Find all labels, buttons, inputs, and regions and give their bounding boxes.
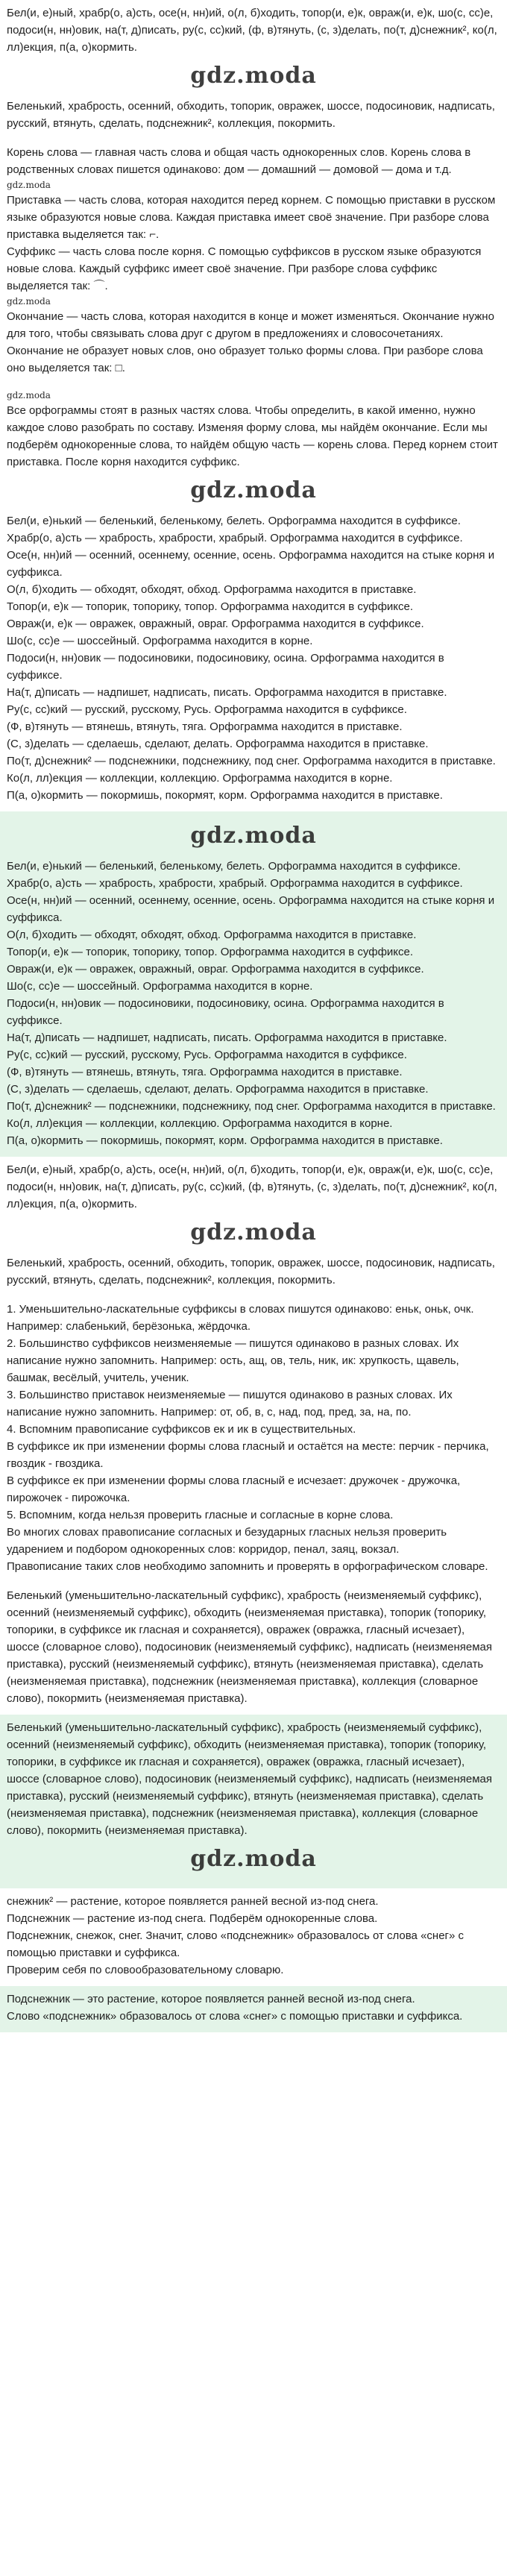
task-line-1: Бел(и, е)ный, храбр(о, а)сть, осе(н, нн)ий, о(л, б)ходить, топор(и, е)к, овраж(и, е)к, шо(с, сс)е, подоси(н, нн)овик, на(т, д)писать, ру(с, сс)кий, (ф, в)тянуть, (с, з)делать, по(т, д)снежник², ко(л, лл)екция, п(а, о)кормить. — [7, 7, 497, 54]
theory-ending: Окончание — часть слова, которая находится в конце и может изменяться. Окончание нужно для того, чтобы связывать слова друг с другом в предложениях и словосочетаниях. Окончание не образует новых слов, оно образует только формы слова. При разборе слова оно выделяется так: □. — [7, 310, 494, 374]
task2-line-2: Подснежник, снежок, снег. Значит, слово «подснежник» образовалось от слова «снег» с помощью приставки и суффикса. — [7, 1929, 465, 1959]
analysis-item: Шо(с, сс)е — шоссейный. Орфограмма находится в корне. — [7, 635, 313, 647]
analysis-item-green: Топор(и, е)к — топорик, топорику, топор. Орфограмма находится в суффиксе. — [7, 946, 414, 958]
analysis-item: Ко(л, лл)екция — коллекции, коллекцию. Орфограмма находится в корне. — [7, 772, 393, 785]
analysis-green-section — [0, 811, 507, 1157]
analysis-item: О(л, б)ходить — обходят, обходят, обход. Орфограмма находится в приставке. — [7, 583, 417, 596]
answer-text: Беленький, храбрость, осенний, обходить, топорик, овражек, шоссе, подосиновик, надписать, русский, втянуть, сделать, подснежник², коллекция, покормить. — [7, 1257, 495, 1287]
rule-item: 5. Вспомним, когда нельзя проверить гласные и согласные в корне слова. — [7, 1509, 394, 1521]
analysis-item-green: Осе(н, нн)ий — осенний, осеннему, осенние, осень. Орфограмма находится на стыке корня и суффикса. — [7, 894, 495, 924]
classification-green: Беленький (уменьшительно-ласкательный суффикс), храбрость (неизменяемый суффикс), осенний (неизменяемый суффикс), обходить (неизменяемая приставка), топорик (топорику, топорики, в суффиксе ик гласная и сохраняется), овражек (овражка, гласный исчезает), шоссе (словарное слово), подосиновик (неизменяемый суффикс), надписать (неизменяемая приставка), русский (неизменяемый суффикс), втянуть (неизменяемая приставка), сделать (неизменяемая приставка), подснежник (неизменяемая приставка), коллекция (словарное слово), покормить (неизменяемая приставка). — [7, 1721, 492, 1837]
answer-title: Бел(и, е)ный, храбр(о, а)сть, осе(н, нн)ий, о(л, б)ходить, топор(и, е)к, овраж(и, е)к, шо(с, сс)е, подоси(н, нн)овик, на(т, д)писать, ру(с, сс)кий, (ф, в)тянуть, (с, з)делать, по(т, д)снежник², ко(л, лл)екция, п(а, о)кормить. — [7, 1163, 497, 1210]
analysis-item: На(т, д)писать — надпишет, надписать, писать. Орфограмма находится в приставке. — [7, 686, 447, 699]
analysis-item-green: П(а, о)кормить — покормишь, покормят, корм. Орфограмма находится в приставке. — [7, 1134, 443, 1147]
rule-item: В суффиксе ик при изменении формы слова гласный и остаётся на месте: перчик - перчика, гвоздик - гвоздика. — [7, 1440, 489, 1470]
analysis-item-green: Храбр(о, а)сть — храбрость, храбрости, храбрый. Орфограмма находится в суффиксе. — [7, 877, 463, 890]
analysis-item-green: Бел(и, е)нький — беленький, беленькому, белеть. Орфограмма находится в суффиксе. — [7, 860, 461, 873]
analysis-item: Топор(и, е)к — топорик, топорику, топор. Орфограмма находится в суффиксе. — [7, 600, 414, 613]
watermark-small-3: gdz.moda — [7, 390, 51, 400]
task2-line-1: Подснежник — растение из-под снега. Подберём однокоренные слова. — [7, 1912, 378, 1925]
analysis-item: Ру(с, сс)кий — русский, русскому, Русь. Орфограмма находится в суффиксе. — [7, 703, 407, 716]
analysis-item: Бел(и, е)нький — беленький, беленькому, белеть. Орфограмма находится в суффиксе. — [7, 515, 461, 527]
analysis-list-green — [7, 858, 500, 1149]
watermark-small: gdz.moda — [7, 180, 51, 190]
theory-prefix: Приставка — часть слова, которая находится перед корнем. С помощью приставки в русском языке образуются новые слова. Каждая приставка имеет своё значение. При разборе слова приставка выделяется так: ⌐. — [7, 194, 496, 241]
analysis-item-green: На(т, д)писать — надпишет, надписать, писать. Орфограмма находится в приставке. — [7, 1031, 447, 1044]
task2-green-line-1: Подснежник — это растение, которое появляется ранней весной из-под снега. — [7, 1993, 415, 2005]
classification-white: Беленький (уменьшительно-ласкательный суффикс), храбрость (неизменяемый суффикс), осенний (неизменяемый суффикс), обходить (неизменяемая приставка), топорик (топорику, топорики, в суффиксе ик гласная и сохраняется), овражек (овражка, гласный исчезает), шоссе (словарное слово), подосиновик (неизменяемый суффикс), надписать (неизменяемая приставка), русский (неизменяемый суффикс), втянуть (неизменяемая приставка), сделать (неизменяемая приставка), подснежник (неизменяемая приставка), коллекция (словарное слово), покормить (неизменяемая приставка). — [7, 1589, 492, 1705]
analysis-item: По(т, д)снежник² — подснежники, подснежнику, под снег. Орфограмма находится в приставке. — [7, 755, 496, 767]
watermark-green: gdz.moda — [190, 823, 317, 849]
rule-item: В суффиксе ек при изменении формы слова гласный е исчезает: дружочек - дружочка, пирожочек - пирожочка. — [7, 1474, 461, 1504]
task2-section — [0, 1888, 507, 1986]
analysis-list — [7, 512, 500, 804]
classification-green-section — [0, 1715, 507, 1888]
analysis-intro: Все орфограммы стоят в разных частях слова. Чтобы определить, в какой именно, нужно каждое слово разобрать по составу. Изменяя форму слова, мы найдём окончание. Если мы подберём однокоренные слова, то найдём общую часть — корень слова. Перед корнем стоит приставка. После корня находится суффикс. — [7, 404, 498, 468]
task2-green-line-2: Слово «подснежник» образовалось от слова «снег» с помощью приставки и суффикса. — [7, 2010, 463, 2023]
task2-title: снежник² — растение, которое появляется ранней весной из-под снега. — [7, 1895, 379, 1908]
task-line-2: Беленький, храбрость, осенний, обходить, топорик, овражек, шоссе, подосиновик, надписать, русский, втянуть, сделать, подснежник², коллекция, покормить. — [7, 100, 495, 130]
answer-section — [0, 1157, 507, 1296]
watermark: gdz.moda — [190, 63, 317, 89]
watermark-class-green: gdz.moda — [190, 1846, 317, 1872]
analysis-item: Осе(н, нн)ий — осенний, осеннему, осенние, осень. Орфограмма находится на стыке корня и суффикса. — [7, 549, 495, 579]
analysis-item: Овраж(и, е)к — овражек, овражный, овраг. Орфограмма находится в суффиксе. — [7, 618, 424, 630]
analysis-item-green: Ру(с, сс)кий — русский, русскому, Русь. Орфограмма находится в суффиксе. — [7, 1049, 407, 1061]
rule-item: 2. Большинство суффиксов неизменяемые — пишутся одинаково в разных словах. Их написание нужно запомнить. Например: ость, ащ, ов, тель, ник, ик: хрупкость, щавель, башмак, весёлый, учитель, ученик. — [7, 1337, 459, 1384]
watermark-answer: gdz.moda — [190, 1219, 317, 1245]
rules-section — [0, 1296, 507, 1583]
task2-line-3: Проверим себя по словообразовательному словарю. — [7, 1964, 284, 1976]
rule-item: Во многих словах правописание согласных и безударных гласных нельзя проверить ударением и подбором однокоренных слов: корридор, пенал, заяц, вокзал. — [7, 1526, 447, 1556]
watermark-analysis: gdz.moda — [190, 477, 317, 503]
analysis-item-green: Овраж(и, е)к — овражек, овражный, овраг. Орфограмма находится в суффиксе. — [7, 963, 424, 976]
analysis-item-green: Ко(л, лл)екция — коллекции, коллекцию. Орфограмма находится в корне. — [7, 1117, 393, 1130]
rule-item: 3. Большинство приставок неизменяемые — пишутся одинаково в разных словах. Их написание нужно запомнить. Например: от, об, в, с, над, под, пред, за, на, по. — [7, 1389, 453, 1419]
analysis-section — [0, 384, 507, 811]
theory-suffix: Суффикс — часть слова после корня. С помощью суффиксов в русском языке образуются новые слова. Каждый суффикс имеет своё значение. При разборе слова суффикс выделяется так: ⌒. — [7, 245, 482, 292]
rule-item: Правописание таких слов необходимо запомнить и проверять в орфографическом словаре. — [7, 1560, 488, 1573]
analysis-item: Подоси(н, нн)овик — подосиновики, подосиновику, осина. Орфограмма находится в суффиксе. — [7, 652, 444, 682]
analysis-item-green: (Ф, в)тянуть — втянешь, втянуть, тяга. Орфограмма находится в приставке. — [7, 1066, 403, 1078]
classification-section — [0, 1583, 507, 1715]
analysis-item-green: Шо(с, сс)е — шоссейный. Орфограмма находится в корне. — [7, 980, 313, 993]
task2-green-section — [0, 1986, 507, 2032]
analysis-item: (С, з)делать — сделаешь, сделают, делать. Орфограмма находится в приставке. — [7, 738, 429, 750]
analysis-item: П(а, о)кормить — покормишь, покормят, корм. Орфограмма находится в приставке. — [7, 789, 443, 802]
watermark-small-2: gdz.moda — [7, 296, 51, 307]
task-section — [0, 0, 507, 139]
analysis-item-green: (С, з)делать — сделаешь, сделают, делать. Орфограмма находится в приставке. — [7, 1083, 429, 1096]
theory-section — [0, 139, 507, 384]
analysis-item: Храбр(о, а)сть — храбрость, храбрости, храбрый. Орфограмма находится в суффиксе. — [7, 532, 463, 544]
analysis-item: (Ф, в)тянуть — втянешь, втянуть, тяга. Орфограмма находится в приставке. — [7, 720, 403, 733]
rules-list — [7, 1301, 500, 1575]
analysis-item-green: Подоси(н, нн)овик — подосиновики, подосиновику, осина. Орфограмма находится в суффиксе. — [7, 997, 444, 1027]
analysis-item-green: О(л, б)ходить — обходят, обходят, обход. Орфограмма находится в приставке. — [7, 929, 417, 941]
analysis-item-green: По(т, д)снежник² — подснежники, подснежнику, под снег. Орфограмма находится в приставке. — [7, 1100, 496, 1113]
rule-item: 1. Уменьшительно-ласкательные суффиксы в словах пишутся одинаково: еньк, оньк, очк. Например: слабенький, берёзонька, жёрдочка. — [7, 1303, 474, 1333]
rule-item: 4. Вспомним правописание суффиксов ек и ик в существительных. — [7, 1423, 356, 1436]
theory-root: Корень слова — главная часть слова и общая часть однокоренных слов. Корень слова в родственных словах пишется одинаково: дом — домашний — домовой — дома и т.д. — [7, 146, 471, 176]
